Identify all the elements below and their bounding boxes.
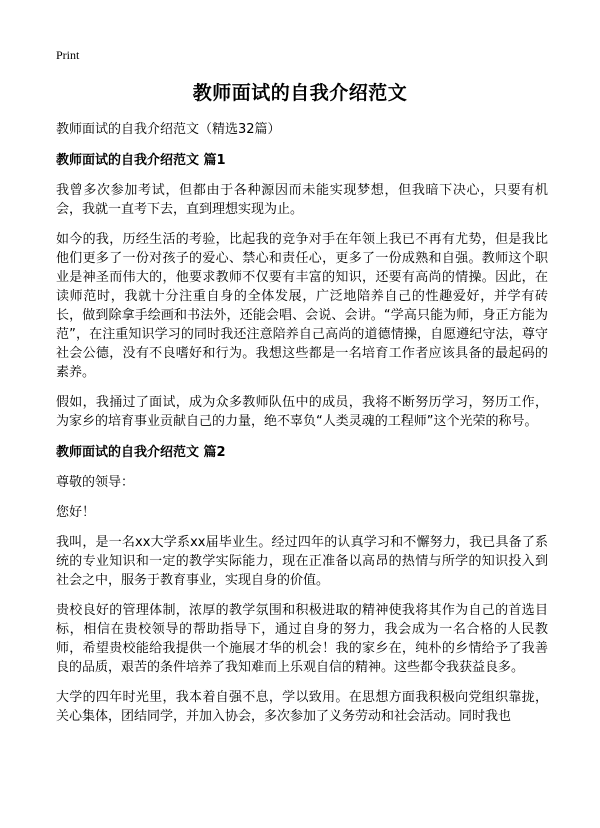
section-heading: 教师面试的自我介绍范文 篇2 (56, 445, 226, 460)
paragraph: 贵校良好的管理体制，浓厚的教学氛围和积极进取的精神使我将其作为自己的首选目标，相信在贵校领导的帮助指导下，通过自身的努力，我会成为一名合格的人民教师，希望贵校能给我提供一个施展才华的机会！我的家乡在，纯朴的乡情给予了我善良的品质，艰苦的条件培养了我知难而上乐观自信的精神。这些都令我获益良多。 (56, 603, 548, 675)
section-heading: 教师面试的自我介绍范文 篇1 (56, 153, 226, 168)
paragraph: 我曾多次参加考试，但都由于各种源因而未能实现梦想，但我暗下决心，只要有机会，我就一直考下去，直到理想实现为止。 (56, 183, 548, 217)
greeting: 您好！ (56, 505, 96, 520)
paragraph: 假如，我捅过了面试，成为众多教师队伍中的成员，我将不断努历学习，努历工作，为家乡的培育事业贡献自己的力量，绝不辜负“人类灵魂的工程师”这个光荣的称号。 (56, 395, 548, 429)
document-subtitle: 教师面试的自我介绍范文（精选32篇） (56, 122, 281, 137)
paragraph: 大学的四年时光里，我本着自强不息，学以致用。在思想方面我积极向党组织靠拢，关心集体，团结同学，并加入协会，多次参加了义务劳动和社会活动。同时我也 (56, 690, 548, 724)
document-body (56, 120, 548, 737)
print-label: Print (56, 48, 80, 62)
document-title: 教师面试的自我介绍范文 (192, 82, 408, 104)
paragraph: 如今的我，历经生活的考验，比起我的竞争对手在年领上我已不再有尤势，但是我比他们更多了一份对孩子的爱心、禁心和责任心，更多了一份成熟和自强。教师这个职业是神圣而伟大的，他要求教师不仅要有丰富的知识，还要有高尚的情操。因此，在读师范时，我就十分注重自身的全体发展，广泛地陪养自己的性趣爱好，并学有砖长，做到除拿手绘画和书法外，还能会唱、会说、会讲。“学高只能为师，身正方能为范”，在注重知识学习的同时我还注意陪养自己高尚的道德情操，自愿遵纪守法，尊守社会公德，没有不良嗜好和行为。我想这些都是一名培育工作者应该具备的最起码的素养。 (56, 232, 548, 380)
salutation: 尊敬的领导： (56, 475, 135, 490)
paragraph: 我叫，是一名xx大学系xx届毕业生。经过四年的认真学习和不懈努力，我已具备了系统的专业知识和一定的教学实际能力，现在正准备以高昂的热情与所学的知识投入到社会之中，服务于教育事业，实现自身的价值。 (56, 535, 548, 588)
